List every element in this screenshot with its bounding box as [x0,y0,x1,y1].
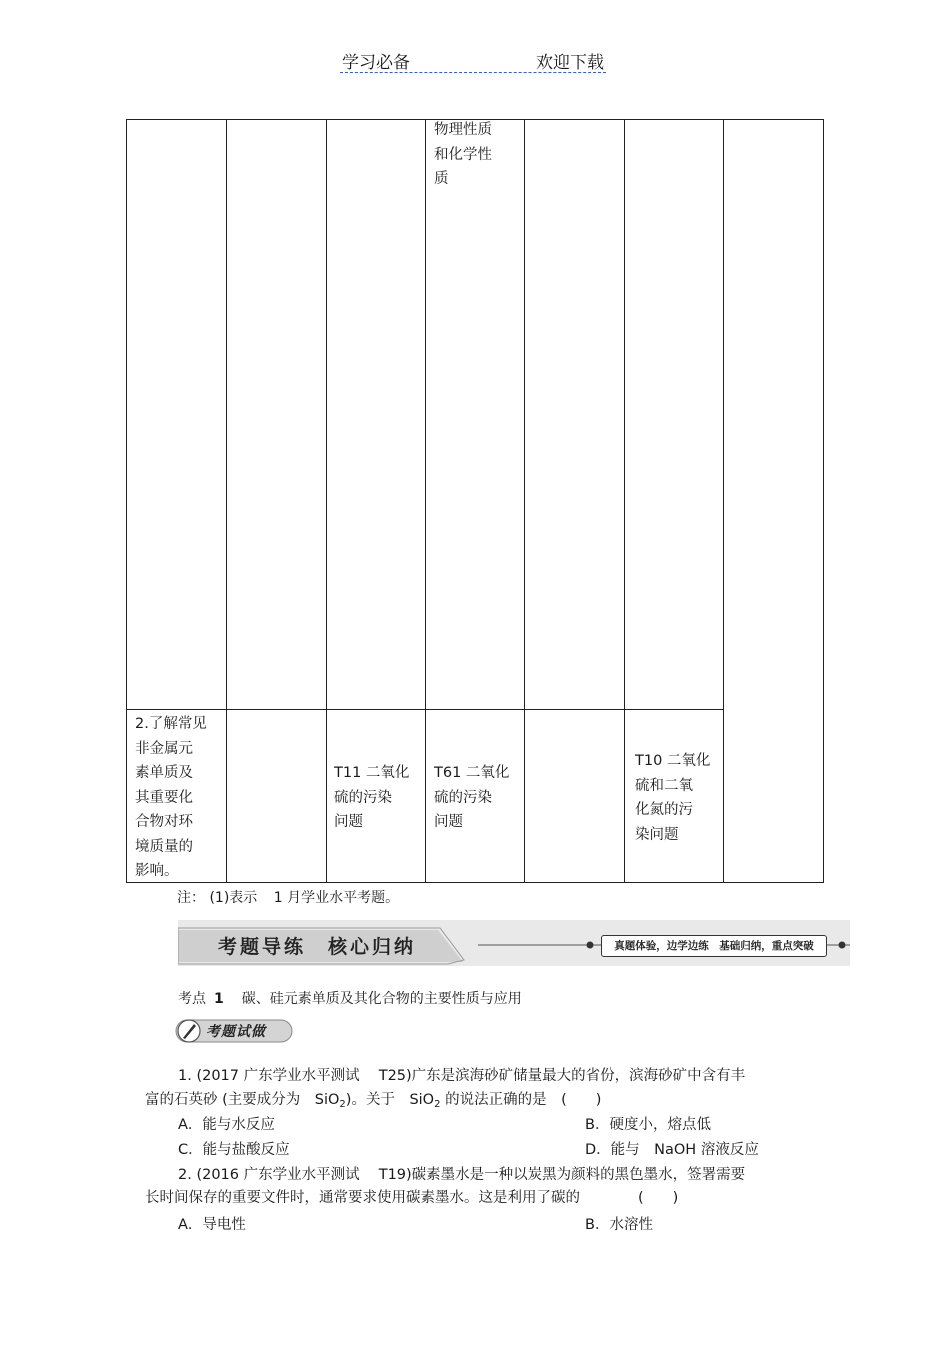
table-cell-t10: T10 二氧化 硫和二氧 化氮的污 染问题 [635,753,711,843]
q2-line1: 2. (2016 广东学业水平测试 T19)碳素墨水是一种以炭黑为颜料的黑色墨水，签署需要 [178,1167,746,1183]
header-left: 学习必备 [342,53,410,73]
kaodian-heading: 考点 1 碳、硅元素单质及其化合物的主要性质与应用 [178,991,522,1007]
table-cell-t11: T11 二氧化 硫的污染 问题 [334,765,410,830]
q1-option-c: C．能与盐酸反应 [178,1142,290,1158]
table-col-line [624,120,625,882]
q2-option-b: B．水溶性 [585,1217,653,1233]
q1-option-a: A．能与水反应 [178,1117,275,1133]
q1-option-d: D．能与 NaOH 溶液反应 [585,1142,759,1158]
banner-title: 考题导练 核心归纳 [218,936,417,958]
table-row-line [127,709,724,710]
table-col-line [723,120,724,882]
q2-line2: 长时间保存的重要文件时，通常要求使用碳素墨水。这是利用了碳的 ( ) [145,1190,679,1206]
q1-line1: 1. (2017 广东学业水平测试 T25)广东是滨海砂矿储量最大的省份，滨海砂矿中含有丰 [178,1068,746,1084]
table-col-line [226,120,227,882]
header-right: 欢迎下载 [536,53,604,73]
badge-label: 考题试做 [206,1024,266,1040]
q2-option-a: A．导电性 [178,1217,246,1233]
table-cell-t61: T61 二氧化 硫的污染 问题 [434,765,510,830]
table-col-line [425,120,426,882]
table-cell-requirement: 2.了解常见 非金属元 素单质及 其重要化 合物对环 境质量的 影响。 [135,716,207,879]
table-col-line [326,120,327,882]
table-note: 注： (1)表示 1 月学业水平考题。 [177,890,400,906]
syllabus-table [126,119,824,883]
banner-tag: 真题体验，边学边练 基础归纳，重点突破 [601,935,827,957]
q1-line2: 富的石英砂 (主要成分为 SiO$_2$)。关于 SiO$_2$ 的说法正确的是 ( ) [145,1092,602,1110]
table-col-line [524,120,525,882]
page-header [340,48,606,73]
q1-option-b: B．硬度小，熔点低 [585,1117,711,1133]
section-banner [178,912,850,974]
table-cell-properties: 物理性质 和化学性 质 [434,122,492,187]
practice-badge [174,1017,294,1045]
